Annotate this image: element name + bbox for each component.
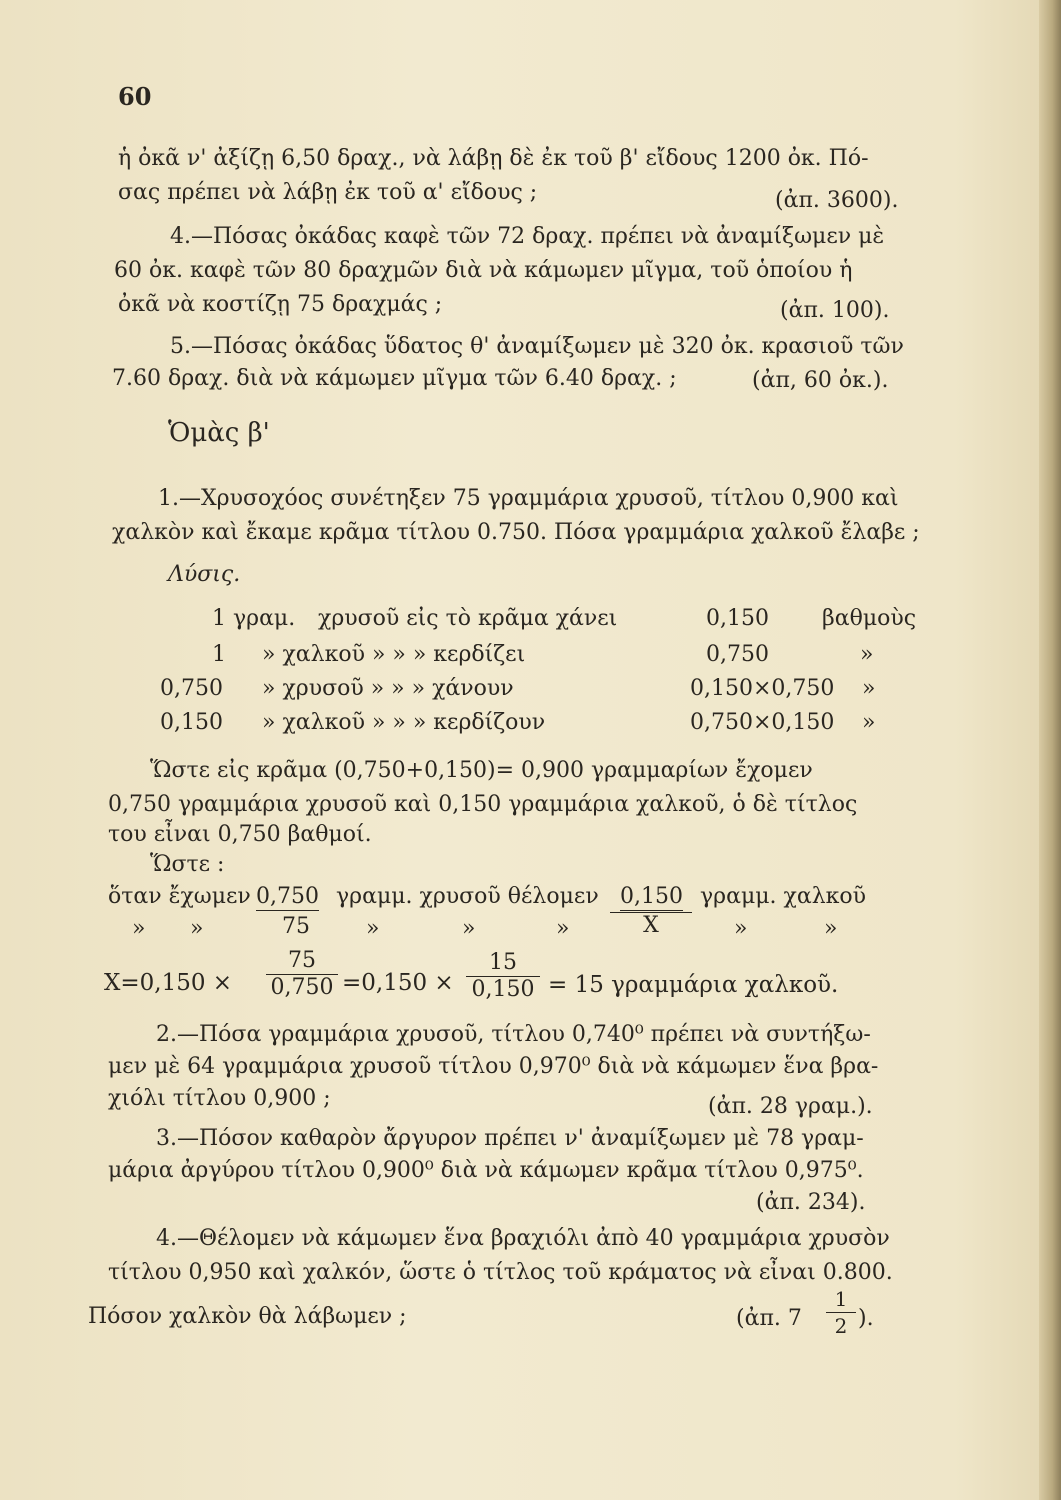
text-line: τίτλου 0,950 καὶ χαλκόν, ὥστε ὁ τίτλος τοῦ κράματος νὰ εἶναι 0.800. xyxy=(108,1260,893,1285)
ditto-mark: » xyxy=(132,916,146,941)
table-cell: » xyxy=(860,642,874,667)
group-heading: Ὁμὰς β' xyxy=(168,418,270,448)
problem-4-line: 4.—Θέλομεν νὰ κάμωμεν ἕνα βραχιόλι ἀπὸ 40 γραμμάρια χρυσὸν xyxy=(156,1226,890,1251)
answer: (ἀπ. 100). xyxy=(780,298,890,323)
table-cell: βαθμοὺς xyxy=(822,606,917,631)
table-cell: 0,150 xyxy=(706,606,769,631)
table-cell: 0,150 xyxy=(160,710,223,735)
text-line: 0,750 γραμμάρια χρυσοῦ καὶ 0,150 γραμμάρια χαλκοῦ, ὁ δὲ τίτλος xyxy=(108,792,858,817)
fraction-denominator: 0,150 xyxy=(471,977,535,1002)
table-cell: » χρυσοῦ » » » χάνουν xyxy=(262,676,514,701)
text-line: χιόλι τίτλου 0,900 ; xyxy=(108,1086,331,1111)
table-cell: 0,750 xyxy=(706,642,769,667)
fraction-denominator: 2 xyxy=(834,1314,848,1338)
ditto-mark: » xyxy=(734,916,748,941)
ditto-mark: » xyxy=(366,916,380,941)
text-line: ὀκᾶ νὰ κοστίζῃ 75 δραχμάς ; xyxy=(118,292,443,317)
table-cell: 0,750×0,150 xyxy=(690,710,835,735)
text-line: μάρια ἀργύρου τίτλου 0,900⁰ διὰ νὰ κάμωμεν κρᾶμα τίτλου 0,975⁰. xyxy=(108,1158,864,1183)
table-cell: χρυσοῦ εἰς τὸ κρᾶμα χάνει xyxy=(318,606,618,631)
text-line: ἡ ὀκᾶ ν' ἀξίζῃ 6,50 δραχ., νὰ λάβῃ δὲ ἐκ τοῦ β' εἴδους 1200 ὀκ. Πό- xyxy=(118,146,869,171)
ditto-mark: » xyxy=(190,916,204,941)
page-edge-shadow xyxy=(1039,0,1061,1500)
answer-suffix: ). xyxy=(858,1306,874,1331)
text-line: ὅταν ἔχωμεν xyxy=(108,884,251,909)
formula-mid: =0,150 × xyxy=(342,970,454,996)
text-line: του εἶναι 0,750 βαθμοί. xyxy=(108,822,372,847)
table-cell: 1 xyxy=(212,642,226,667)
text-line: 7.60 δραχ. διὰ νὰ κάμωμεν μῖγμα τῶν 6.40 δραχ. ; xyxy=(112,366,677,391)
fraction-denominator: 0,750 xyxy=(270,975,334,1000)
text-line: Ὥστε εἰς κρᾶμα (0,750+0,150)= 0,900 γραμμαρίων ἔχομεν xyxy=(150,758,813,783)
page-number: 60 xyxy=(118,82,152,111)
fraction-numerator: 1 xyxy=(826,1286,856,1313)
formula-lhs: X=0,150 × xyxy=(104,970,233,996)
problem-1-line: 1.—Χρυσοχόος συνέτηξεν 75 γραμμάρια χρυσοῦ, τίτλου 0,900 καὶ xyxy=(158,486,899,511)
fraction-numerator: 75 xyxy=(266,948,338,975)
fraction-numerator: 15 xyxy=(466,950,540,977)
problem-4-line: 4.—Πόσας ὀκάδας καφὲ τῶν 72 δραχ. πρέπει νὰ ἀναμίξωμεν μὲ xyxy=(170,224,885,249)
answer-prefix: (ἀπ. 7 xyxy=(736,1306,802,1331)
answer: (ἀπ, 60 ὀκ.). xyxy=(752,368,889,393)
text-line: γραμμ. χαλκοῦ xyxy=(700,884,867,909)
text-line: 60 ὀκ. καφὲ τῶν 80 δραχμῶν διὰ νὰ κάμωμεν μῖγμα, τοῦ ὁποίου ἡ xyxy=(114,258,853,283)
table-cell: 0,750 xyxy=(160,676,223,701)
ditto-mark: » xyxy=(824,916,838,941)
ditto-mark: » xyxy=(462,916,476,941)
fraction-1 xyxy=(266,948,338,1001)
table-cell: » xyxy=(862,710,876,735)
unknown-x: X xyxy=(610,912,692,939)
problem-2-line: 2.—Πόσα γραμμάρια χρυσοῦ, τίτλου 0,740⁰ πρέπει νὰ συντήξω- xyxy=(156,1022,871,1047)
text-line: Πόσον χαλκὸν θὰ λάβωμεν ; xyxy=(88,1304,407,1329)
answer-fraction xyxy=(826,1286,856,1339)
table-cell: » xyxy=(862,676,876,701)
formula-rhs: = 15 γραμμάρια χαλκοῦ. xyxy=(548,972,839,998)
answer: (ἀπ. 234). xyxy=(756,1190,866,1215)
underlined-value: 0,150 xyxy=(620,884,683,909)
ditto-mark: » xyxy=(556,916,570,941)
text-line: Ὥστε : xyxy=(150,852,225,877)
problem-5-line: 5.—Πόσας ὀκάδας ὕδατος θ' ἀναμίξωμεν μὲ 320 ὀκ. κρασιοῦ τῶν xyxy=(170,334,904,359)
solution-label: Λύσις. xyxy=(168,562,241,587)
text-line: μεν μὲ 64 γραμμάρια χρυσοῦ τίτλου 0,970⁰ διὰ νὰ κάμωμεν ἕνα βρα- xyxy=(108,1054,879,1079)
table-cell: 0,150×0,750 xyxy=(690,676,835,701)
answer: (ἀπ. 28 γραμ.). xyxy=(708,1094,873,1119)
problem-1-line: χαλκὸν καὶ ἔκαμε κρᾶμα τίτλου 0.750. Πόσα γραμμάρια χαλκοῦ ἔλαβε ; xyxy=(112,520,920,545)
text-line: γραμμ. χρυσοῦ θέλομεν xyxy=(336,884,599,909)
problem-3-line: 3.—Πόσον καθαρὸν ἄργυρον πρέπει ν' ἀναμίξωμεν μὲ 78 γραμ- xyxy=(156,1126,864,1151)
table-cell: 1 γραμ. xyxy=(212,606,296,631)
answer: (ἀπ. 3600). xyxy=(775,188,899,213)
underlined-value: 0,750 xyxy=(256,884,319,909)
text-line: σας πρέπει νὰ λάβῃ ἐκ τοῦ α' εἴδους ; xyxy=(118,180,538,205)
proportion-value: 75 xyxy=(282,914,310,939)
table-cell: » χαλκοῦ » » » κερδίζουν xyxy=(262,710,546,735)
table-cell: » χαλκοῦ » » » κερδίζει xyxy=(262,642,526,667)
fraction-2 xyxy=(466,950,540,1003)
